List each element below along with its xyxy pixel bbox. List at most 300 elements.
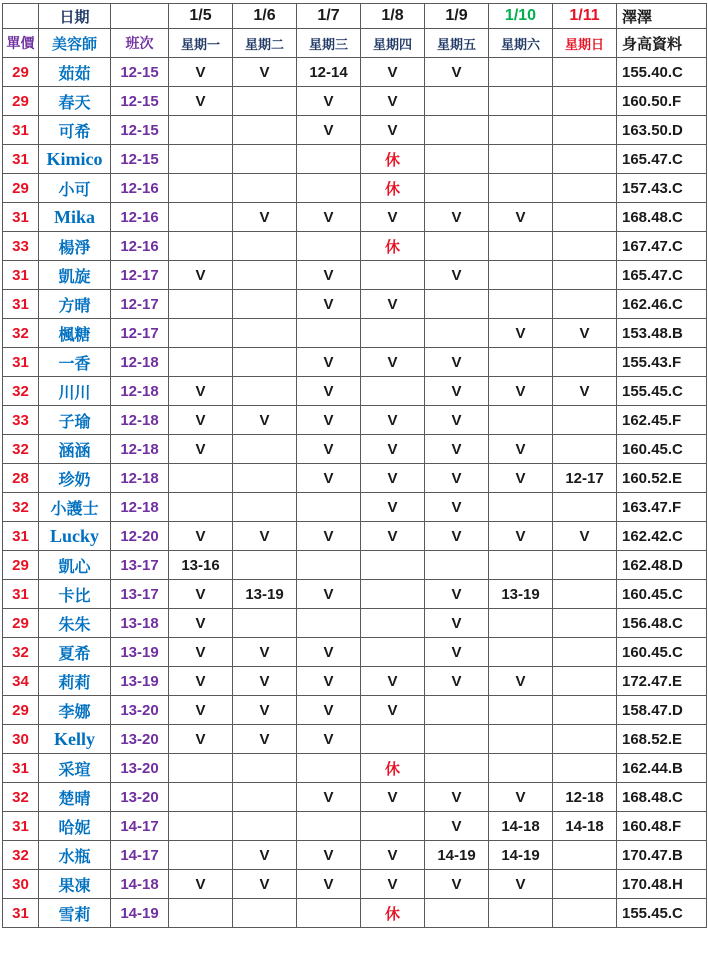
day-cell	[233, 435, 297, 464]
empty-cell	[111, 4, 169, 29]
shift-cell: 12-18	[111, 435, 169, 464]
height-data-cell: 162.44.B	[617, 754, 707, 783]
price-cell: 31	[3, 145, 39, 174]
header-row-dates	[3, 4, 707, 29]
day-cell: V	[233, 696, 297, 725]
day-cell	[553, 667, 617, 696]
table-row	[3, 493, 707, 522]
beautician-name-cell: 朱朱	[39, 609, 111, 638]
price-cell: 31	[3, 522, 39, 551]
header-row-columns	[3, 29, 707, 58]
shift-cell: 13-20	[111, 754, 169, 783]
day-cell: V	[169, 377, 233, 406]
day-cell	[361, 609, 425, 638]
table-row	[3, 319, 707, 348]
table-row	[3, 58, 707, 87]
day-cell: V	[297, 870, 361, 899]
day-cell: V	[233, 203, 297, 232]
price-cell: 32	[3, 377, 39, 406]
day-cell	[425, 290, 489, 319]
beautician-name-cell: 楓糖	[39, 319, 111, 348]
day-cell: V	[169, 725, 233, 754]
day-cell	[233, 319, 297, 348]
day-cell	[425, 174, 489, 203]
day-cell: V	[233, 870, 297, 899]
price-cell: 31	[3, 899, 39, 928]
day-cell: V	[361, 522, 425, 551]
beautician-name-cell: 楚晴	[39, 783, 111, 812]
height-data-cell: 172.47.E	[617, 667, 707, 696]
date-header-sunday: 1/11	[553, 4, 617, 29]
day-cell	[553, 870, 617, 899]
day-cell: V	[169, 435, 233, 464]
day-cell	[361, 725, 425, 754]
height-data-cell: 157.43.C	[617, 174, 707, 203]
shift-cell: 13-20	[111, 725, 169, 754]
date-label: 日期	[39, 4, 111, 29]
table-row	[3, 580, 707, 609]
day-cell	[553, 609, 617, 638]
price-cell: 32	[3, 319, 39, 348]
shift-cell: 12-15	[111, 116, 169, 145]
day-cell	[297, 493, 361, 522]
day-cell: V	[361, 435, 425, 464]
day-cell: V	[297, 464, 361, 493]
day-cell: V	[489, 435, 553, 464]
day-cell	[361, 580, 425, 609]
day-cell: V	[169, 522, 233, 551]
beautician-name-cell: 果凍	[39, 870, 111, 899]
weekday-header: 星期二	[233, 29, 297, 58]
day-cell: V	[553, 522, 617, 551]
day-cell	[553, 580, 617, 609]
beautician-name-cell: 采瑄	[39, 754, 111, 783]
day-cell	[489, 696, 553, 725]
day-cell: V	[361, 841, 425, 870]
table-row	[3, 899, 707, 928]
height-column-header: 身高資料	[617, 29, 707, 58]
day-cell	[169, 754, 233, 783]
day-cell: V	[489, 203, 553, 232]
price-cell: 34	[3, 667, 39, 696]
day-cell	[489, 493, 553, 522]
day-cell	[425, 116, 489, 145]
shift-cell: 12-16	[111, 203, 169, 232]
date-header: 1/5	[169, 4, 233, 29]
shift-cell: 12-16	[111, 174, 169, 203]
day-cell	[425, 725, 489, 754]
height-data-cell: 162.42.C	[617, 522, 707, 551]
price-cell: 33	[3, 232, 39, 261]
price-cell: 29	[3, 609, 39, 638]
day-cell	[553, 754, 617, 783]
corner-note: 澤澤	[617, 4, 707, 29]
day-cell: V	[425, 812, 489, 841]
day-cell	[489, 232, 553, 261]
day-cell: V	[297, 261, 361, 290]
table-row	[3, 522, 707, 551]
beautician-name-cell: Lucky	[39, 522, 111, 551]
day-cell	[553, 899, 617, 928]
day-cell	[553, 58, 617, 87]
beautician-name-cell: 哈妮	[39, 812, 111, 841]
height-data-cell: 168.48.C	[617, 203, 707, 232]
day-cell: V	[425, 609, 489, 638]
day-cell	[425, 145, 489, 174]
day-cell	[425, 87, 489, 116]
day-cell	[169, 116, 233, 145]
day-cell	[233, 377, 297, 406]
shift-cell: 12-18	[111, 348, 169, 377]
beautician-name-cell: 涵涵	[39, 435, 111, 464]
beautician-name-cell: 子瑜	[39, 406, 111, 435]
day-cell: V	[425, 58, 489, 87]
day-cell	[425, 696, 489, 725]
height-data-cell: 160.45.C	[617, 435, 707, 464]
day-cell	[361, 551, 425, 580]
shift-cell: 12-18	[111, 406, 169, 435]
day-cell	[233, 609, 297, 638]
day-cell	[553, 290, 617, 319]
day-cell: V	[361, 464, 425, 493]
day-cell: V	[425, 203, 489, 232]
weekday-header: 星期三	[297, 29, 361, 58]
day-cell	[233, 551, 297, 580]
height-data-cell: 155.45.C	[617, 377, 707, 406]
day-cell	[489, 58, 553, 87]
day-cell: V	[233, 638, 297, 667]
day-cell	[489, 899, 553, 928]
height-data-cell: 160.50.F	[617, 87, 707, 116]
day-cell	[233, 783, 297, 812]
price-cell: 31	[3, 261, 39, 290]
table-row	[3, 667, 707, 696]
day-cell: V	[233, 667, 297, 696]
day-cell	[233, 348, 297, 377]
day-cell	[425, 551, 489, 580]
shift-cell: 13-19	[111, 638, 169, 667]
day-cell: V	[233, 725, 297, 754]
day-cell	[169, 783, 233, 812]
height-data-cell: 168.48.C	[617, 783, 707, 812]
beautician-name-cell: 茹茹	[39, 58, 111, 87]
day-cell: 休	[361, 232, 425, 261]
day-cell	[553, 725, 617, 754]
day-cell: V	[361, 203, 425, 232]
shift-cell: 13-18	[111, 609, 169, 638]
height-data-cell: 160.48.F	[617, 812, 707, 841]
day-cell: V	[169, 580, 233, 609]
day-cell	[169, 145, 233, 174]
day-cell: 休	[361, 145, 425, 174]
day-cell: V	[233, 406, 297, 435]
price-cell: 32	[3, 493, 39, 522]
day-cell: V	[361, 783, 425, 812]
table-row	[3, 174, 707, 203]
day-cell: V	[297, 87, 361, 116]
table-row	[3, 464, 707, 493]
day-cell	[169, 319, 233, 348]
beautician-name-cell: 夏希	[39, 638, 111, 667]
day-cell: V	[297, 841, 361, 870]
day-cell: V	[553, 377, 617, 406]
day-cell: V	[297, 348, 361, 377]
shift-cell: 12-17	[111, 290, 169, 319]
beautician-name-cell: 方晴	[39, 290, 111, 319]
price-cell: 29	[3, 174, 39, 203]
day-cell: V	[233, 58, 297, 87]
weekday-header: 星期六	[489, 29, 553, 58]
day-cell: V	[553, 319, 617, 348]
beautician-name-cell: 可希	[39, 116, 111, 145]
day-cell	[425, 319, 489, 348]
day-cell	[233, 899, 297, 928]
table-row	[3, 145, 707, 174]
day-cell: V	[361, 667, 425, 696]
day-cell	[297, 232, 361, 261]
day-cell	[233, 87, 297, 116]
height-data-cell: 167.47.C	[617, 232, 707, 261]
table-row	[3, 841, 707, 870]
day-cell	[297, 145, 361, 174]
day-cell: V	[425, 406, 489, 435]
day-cell: V	[233, 522, 297, 551]
height-data-cell: 165.47.C	[617, 145, 707, 174]
shift-cell: 13-19	[111, 667, 169, 696]
day-cell	[553, 551, 617, 580]
price-cell: 31	[3, 116, 39, 145]
price-cell: 32	[3, 435, 39, 464]
day-cell	[169, 464, 233, 493]
height-data-cell: 160.52.E	[617, 464, 707, 493]
day-cell: V	[297, 696, 361, 725]
day-cell: V	[425, 435, 489, 464]
day-cell: V	[297, 783, 361, 812]
day-cell: V	[489, 870, 553, 899]
beautician-name-cell: 卡比	[39, 580, 111, 609]
day-cell: 12-18	[553, 783, 617, 812]
price-cell: 31	[3, 348, 39, 377]
price-cell: 30	[3, 725, 39, 754]
beautician-name-cell: 珍奶	[39, 464, 111, 493]
day-cell: V	[425, 783, 489, 812]
height-data-cell: 162.48.D	[617, 551, 707, 580]
day-cell: 休	[361, 754, 425, 783]
day-cell	[233, 174, 297, 203]
day-cell: V	[297, 580, 361, 609]
day-cell	[361, 261, 425, 290]
day-cell: V	[425, 377, 489, 406]
height-data-cell: 155.43.F	[617, 348, 707, 377]
day-cell	[489, 406, 553, 435]
table-header	[3, 4, 707, 58]
corner-empty-cell	[3, 4, 39, 29]
day-cell	[553, 493, 617, 522]
day-cell: V	[425, 261, 489, 290]
shift-cell: 13-17	[111, 551, 169, 580]
day-cell: V	[169, 696, 233, 725]
day-cell	[489, 551, 553, 580]
day-cell	[169, 203, 233, 232]
day-cell	[297, 319, 361, 348]
day-cell: V	[361, 348, 425, 377]
day-cell: V	[361, 58, 425, 87]
price-cell: 29	[3, 696, 39, 725]
shift-cell: 12-15	[111, 145, 169, 174]
day-cell: 休	[361, 174, 425, 203]
beautician-name-cell: 一香	[39, 348, 111, 377]
day-cell: 12-14	[297, 58, 361, 87]
shift-cell: 14-19	[111, 899, 169, 928]
table-row	[3, 725, 707, 754]
beautician-name-cell: 小可	[39, 174, 111, 203]
day-cell: V	[297, 638, 361, 667]
day-cell: V	[489, 667, 553, 696]
day-cell: 13-19	[489, 580, 553, 609]
day-cell: V	[489, 319, 553, 348]
table-row	[3, 638, 707, 667]
price-cell: 31	[3, 754, 39, 783]
day-cell: V	[361, 870, 425, 899]
day-cell: V	[489, 464, 553, 493]
day-cell	[425, 232, 489, 261]
height-data-cell: 163.47.F	[617, 493, 707, 522]
price-cell: 32	[3, 841, 39, 870]
day-cell: V	[425, 870, 489, 899]
day-cell	[297, 899, 361, 928]
day-cell: 12-17	[553, 464, 617, 493]
day-cell: V	[169, 406, 233, 435]
day-cell	[489, 87, 553, 116]
table-row	[3, 609, 707, 638]
day-cell: V	[425, 522, 489, 551]
day-cell: 14-19	[425, 841, 489, 870]
weekday-header: 星期五	[425, 29, 489, 58]
shift-cell: 12-15	[111, 87, 169, 116]
day-cell	[425, 754, 489, 783]
table-body	[3, 58, 707, 928]
day-cell	[553, 435, 617, 464]
day-cell	[489, 348, 553, 377]
shift-cell: 14-17	[111, 841, 169, 870]
shift-cell: 14-18	[111, 870, 169, 899]
weekday-header-sunday: 星期日	[553, 29, 617, 58]
day-cell	[169, 290, 233, 319]
table-row	[3, 87, 707, 116]
table-row	[3, 203, 707, 232]
shift-cell: 12-15	[111, 58, 169, 87]
day-cell: V	[169, 609, 233, 638]
price-cell: 31	[3, 290, 39, 319]
day-cell	[233, 290, 297, 319]
day-cell: V	[361, 696, 425, 725]
beautician-name-cell: 李娜	[39, 696, 111, 725]
shift-cell: 14-17	[111, 812, 169, 841]
day-cell	[489, 609, 553, 638]
beautician-name-cell: 水瓶	[39, 841, 111, 870]
day-cell	[233, 493, 297, 522]
price-column-header: 單價	[3, 29, 39, 58]
date-header: 1/9	[425, 4, 489, 29]
day-cell	[489, 290, 553, 319]
day-cell	[233, 812, 297, 841]
day-cell	[489, 145, 553, 174]
day-cell: 14-18	[553, 812, 617, 841]
day-cell	[553, 232, 617, 261]
day-cell: V	[361, 87, 425, 116]
table-row	[3, 870, 707, 899]
day-cell	[297, 812, 361, 841]
day-cell	[489, 261, 553, 290]
price-cell: 32	[3, 638, 39, 667]
day-cell: V	[169, 667, 233, 696]
height-data-cell: 162.46.C	[617, 290, 707, 319]
day-cell	[361, 377, 425, 406]
day-cell: V	[297, 725, 361, 754]
day-cell	[553, 174, 617, 203]
height-data-cell: 155.40.C	[617, 58, 707, 87]
day-cell: V	[297, 116, 361, 145]
height-data-cell: 160.45.C	[617, 580, 707, 609]
day-cell: V	[297, 435, 361, 464]
height-data-cell: 163.50.D	[617, 116, 707, 145]
day-cell: V	[297, 377, 361, 406]
day-cell: V	[297, 406, 361, 435]
shift-cell: 12-16	[111, 232, 169, 261]
price-cell: 33	[3, 406, 39, 435]
date-header: 1/6	[233, 4, 297, 29]
day-cell	[297, 609, 361, 638]
day-cell: V	[297, 667, 361, 696]
day-cell: V	[297, 522, 361, 551]
table-row	[3, 812, 707, 841]
shift-cell: 12-20	[111, 522, 169, 551]
day-cell	[169, 348, 233, 377]
height-data-cell: 168.52.E	[617, 725, 707, 754]
price-cell: 28	[3, 464, 39, 493]
day-cell	[169, 899, 233, 928]
day-cell: V	[425, 493, 489, 522]
price-cell: 32	[3, 783, 39, 812]
date-header: 1/7	[297, 4, 361, 29]
beautician-name-cell: 春天	[39, 87, 111, 116]
price-cell: 31	[3, 203, 39, 232]
shift-cell: 13-20	[111, 783, 169, 812]
height-data-cell: 153.48.B	[617, 319, 707, 348]
height-data-cell: 170.48.H	[617, 870, 707, 899]
beautician-name-cell: Kelly	[39, 725, 111, 754]
day-cell: 13-16	[169, 551, 233, 580]
table-row	[3, 290, 707, 319]
weekday-header: 星期一	[169, 29, 233, 58]
day-cell	[361, 319, 425, 348]
day-cell: V	[425, 638, 489, 667]
height-data-cell: 155.45.C	[617, 899, 707, 928]
day-cell: V	[233, 841, 297, 870]
table-row	[3, 696, 707, 725]
day-cell: V	[361, 406, 425, 435]
day-cell	[233, 145, 297, 174]
shift-cell: 13-17	[111, 580, 169, 609]
shift-cell: 12-18	[111, 493, 169, 522]
day-cell	[553, 145, 617, 174]
day-cell	[297, 754, 361, 783]
day-cell	[361, 638, 425, 667]
beautician-name-cell: 雪莉	[39, 899, 111, 928]
day-cell: V	[425, 580, 489, 609]
day-cell: V	[425, 464, 489, 493]
beautician-name-cell: 凱心	[39, 551, 111, 580]
